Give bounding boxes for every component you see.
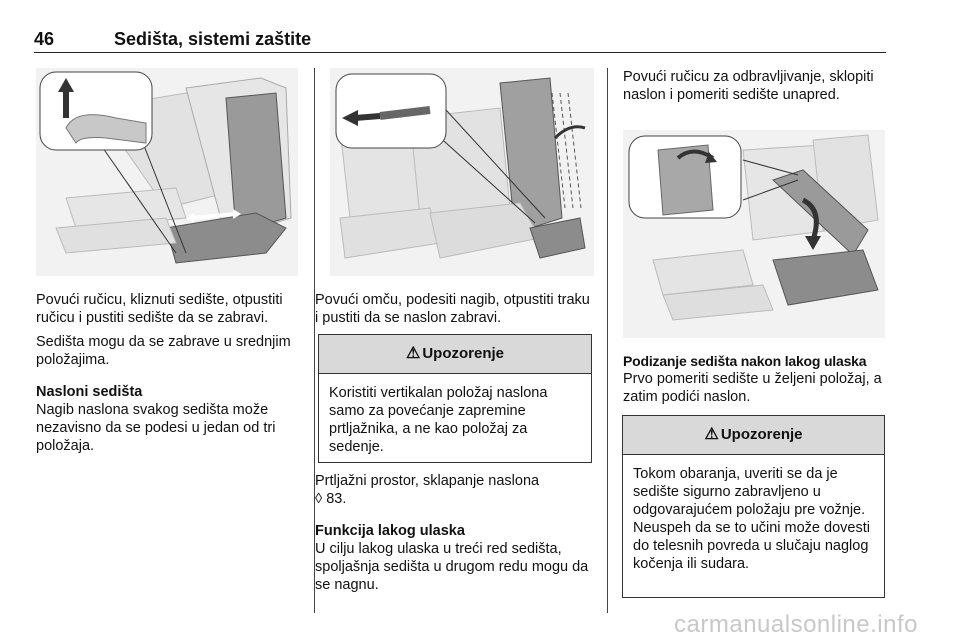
column-2-bottom-text [315,472,599,600]
paragraph: Nagib naslona svakog sedišta može nezavisno da se podesi u jedan od tri položaja. [36,402,276,454]
seat-slide-illustration [36,68,298,276]
page-reference[interactable]: 83. [326,491,347,507]
column-3-top-text [623,68,883,110]
column-2-top-text [315,291,597,333]
paragraph: Povući ručicu, kliznuti sedište, otpustiti ručicu i pustiti sedište da se zabravi. [36,292,283,326]
paragraph: Sedišta mogu da se zabrave u srednjim položajima. [36,334,291,368]
backrest-recline-illustration [330,68,594,276]
column-divider-2 [607,68,608,613]
page-number: 46 [34,29,55,49]
page-header [34,30,886,53]
warning-icon: ⚠ [704,426,719,443]
warning-box [318,334,592,463]
section-heading: Podizanje sedišta nakon lakog ulaska [623,353,867,369]
paragraph: Povući omču, podesiti nagib, otpustiti traku i pustiti da se naslon zabravi. [315,292,590,326]
warning-header [319,335,591,374]
warning-title: Upozorenje [720,426,803,443]
section-heading: Nasloni sedišta [36,384,143,400]
section-heading: Funkcija lakog ulaska [315,523,465,539]
warning-title: Upozorenje [422,345,505,362]
paragraph: U cilju lakog ulaska u treći red sedišta, spoljašnja sedišta u drugom redu mogu da se nagnu. [315,541,589,593]
warning-icon: ⚠ [405,345,421,362]
warning-text: Tokom obaranja, uveriti se da je sedište sigurno zabravljeno u odgovarajućem položaju pre vožnje. Neuspeh da se to učini može dovesti do telesnih povreda u slučaju naglog kočenja ili sudara. [633,466,870,572]
paragraph: Povući ručicu za odbravljivanje, sklopiti naslon i pomeriti sedište unapred. [623,69,874,103]
column-3-middle-text [623,352,887,412]
paragraph: Prtljažni prostor, sklapanje naslona [315,473,540,489]
paragraph: Prvo pomeriti sedište u željeni položaj, a zatim podići naslon. [623,371,882,405]
watermark: carmanualsonline.info [674,611,918,638]
warning-box [622,415,885,598]
page-title: Sedišta, sistemi zaštite [114,29,312,49]
page-reference-icon: ◊ [315,491,327,507]
column-1-text [36,291,302,461]
warning-header [623,416,884,455]
warning-text: Koristiti vertikalan položaj naslona samo za povećanje zapremine prtljažnika, a ne kao položaj za sedenje. [329,385,548,455]
easy-entry-illustration [623,130,885,338]
